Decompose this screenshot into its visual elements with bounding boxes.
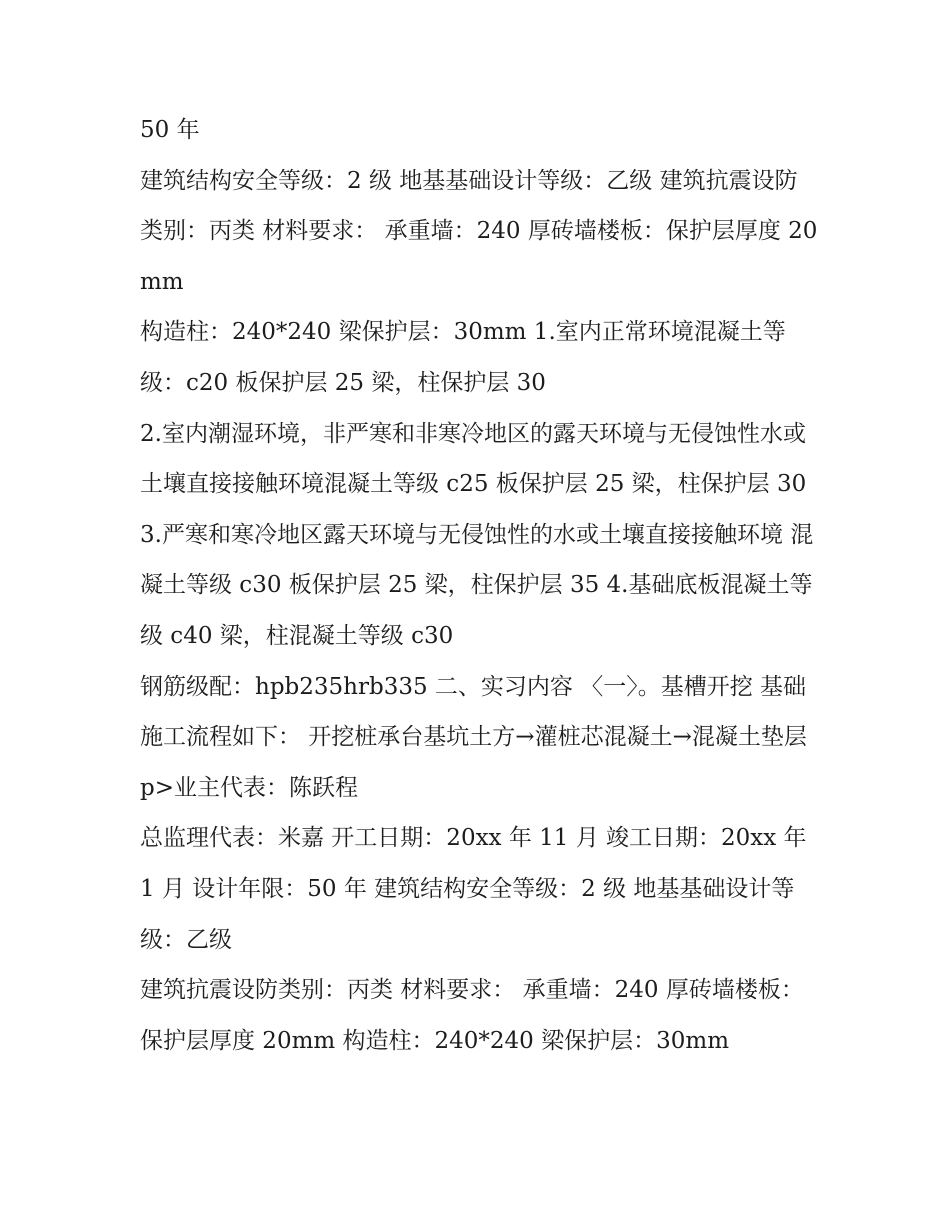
paragraph: 建筑抗震设防类别：丙类 材料要求： 承重墙：240 厚砖墙楼板：保护层厚度 20mm 构造柱：240*240 梁保护层：30mm (140, 977, 804, 1054)
paragraph: 50 年 (140, 117, 200, 143)
document-body (140, 105, 820, 1066)
paragraph: 总监理代表：米嘉 开工日期：20xx 年 11 月 竣工日期：20xx 年 1 月 设计年限：50 年 建筑结构安全等级：2 级 地基基础设计等级：乙级 (140, 825, 814, 953)
paragraph: 构造柱：240*240 梁保护层：30mm 1.室内正常环境混凝土等级：c20 板保护层 25 梁，柱保护层 30 (140, 319, 786, 396)
paragraph: 2.室内潮湿环境，非严寒和非寒冷地区的露天环境与无侵蚀性水或土壤直接接触环境混凝土等级 c25 板保护层 25 梁，柱保护层 30 (140, 420, 807, 498)
paragraph: 3.严寒和寒冷地区露天环境与无侵蚀性的水或土壤直接接触环境 混凝土等级 c30 板保护层 25 梁，柱保护层 35 4.基础底板混凝土等级 c40 梁，柱混凝土等级 c30 (140, 521, 814, 649)
paragraph: 钢筋级配：hpb235hrb335 二、实习内容 〈一〉。基槽开挖 基础施工流程如下： 开挖桩承台基坑土方→灌桩芯混凝土→混凝土垫层 p>业主代表：陈跃程 (140, 673, 815, 801)
paragraph: 建筑结构安全等级：2 级 地基基础设计等级：乙级 建筑抗震设防类别：丙类 材料要求： 承重墙：240 厚砖墙楼板：保护层厚度 20mm (140, 167, 818, 295)
